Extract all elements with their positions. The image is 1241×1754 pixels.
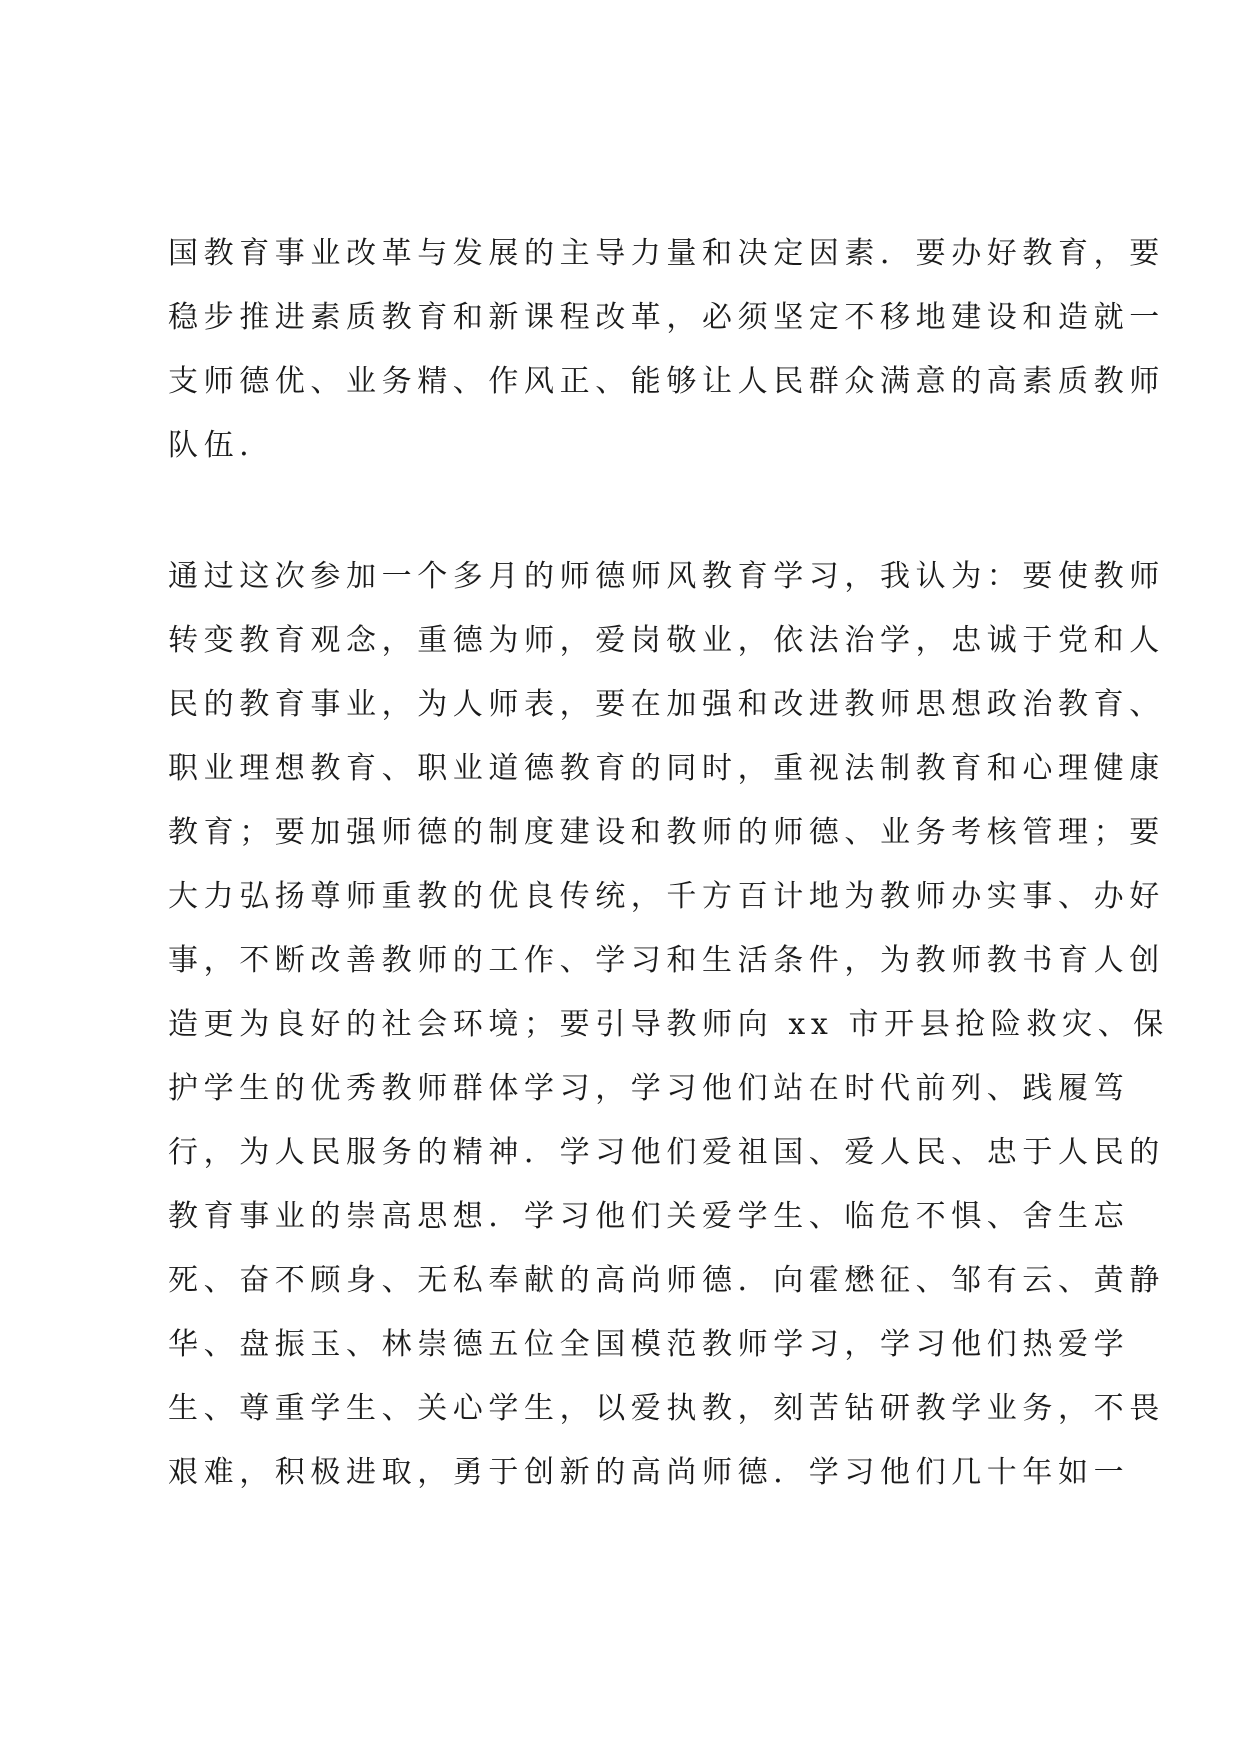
text-line: 华、盘振玉、林崇德五位全国模范教师学习，学习他们热爱学 — [168, 1327, 1130, 1362]
text-line: 稳步推进素质教育和新课程改革，必须坚定不移地建设和造就一 — [168, 300, 1165, 335]
text-line: 国教育事业改革与发展的主导力量和决定因素．要办好教育，要 — [168, 236, 1165, 271]
text-line: 转变教育观念，重德为师，爱岗敬业，依法治学，忠诚于党和人 — [168, 623, 1165, 658]
paragraph-2 — [168, 545, 1169, 1505]
text-line: 行，为人民服务的精神．学习他们爱祖国、爱人民、忠于人民的 — [168, 1135, 1165, 1170]
text-line: 死、奋不顾身、无私奉献的高尚师德．向霍懋征、邹有云、黄静 — [168, 1263, 1165, 1298]
text-line: 队伍． — [168, 428, 275, 463]
text-line: 教育事业的崇高思想．学习他们关爱学生、临危不惧、舍生忘 — [168, 1199, 1130, 1234]
text-line: 造更为良好的社会环境；要引导教师向 xx 市开县抢险救灾、保 — [168, 1007, 1169, 1042]
text-line: 艰难，积极进取，勇于创新的高尚师德．学习他们几十年如一 — [168, 1455, 1130, 1490]
text-line: 事，不断改善教师的工作、学习和生活条件，为教师教书育人创 — [168, 943, 1165, 978]
text-line: 职业理想教育、职业道德教育的同时，重视法制教育和心理健康 — [168, 751, 1165, 786]
text-line: 通过这次参加一个多月的师德师风教育学习，我认为：要使教师 — [168, 559, 1165, 594]
text-line: 支师德优、业务精、作风正、能够让人民群众满意的高素质教师 — [168, 364, 1165, 399]
paragraph-1 — [168, 222, 1165, 478]
text-line: 生、尊重学生、关心学生，以爱执教，刻苦钻研教学业务，不畏 — [168, 1391, 1165, 1426]
text-line: 民的教育事业，为人师表，要在加强和改进教师思想政治教育、 — [168, 687, 1165, 722]
text-line: 大力弘扬尊师重教的优良传统，千方百计地为教师办实事、办好 — [168, 879, 1165, 914]
text-line: 教育；要加强师德的制度建设和教师的师德、业务考核管理；要 — [168, 815, 1165, 850]
text-line: 护学生的优秀教师群体学习，学习他们站在时代前列、践履笃 — [168, 1071, 1130, 1106]
